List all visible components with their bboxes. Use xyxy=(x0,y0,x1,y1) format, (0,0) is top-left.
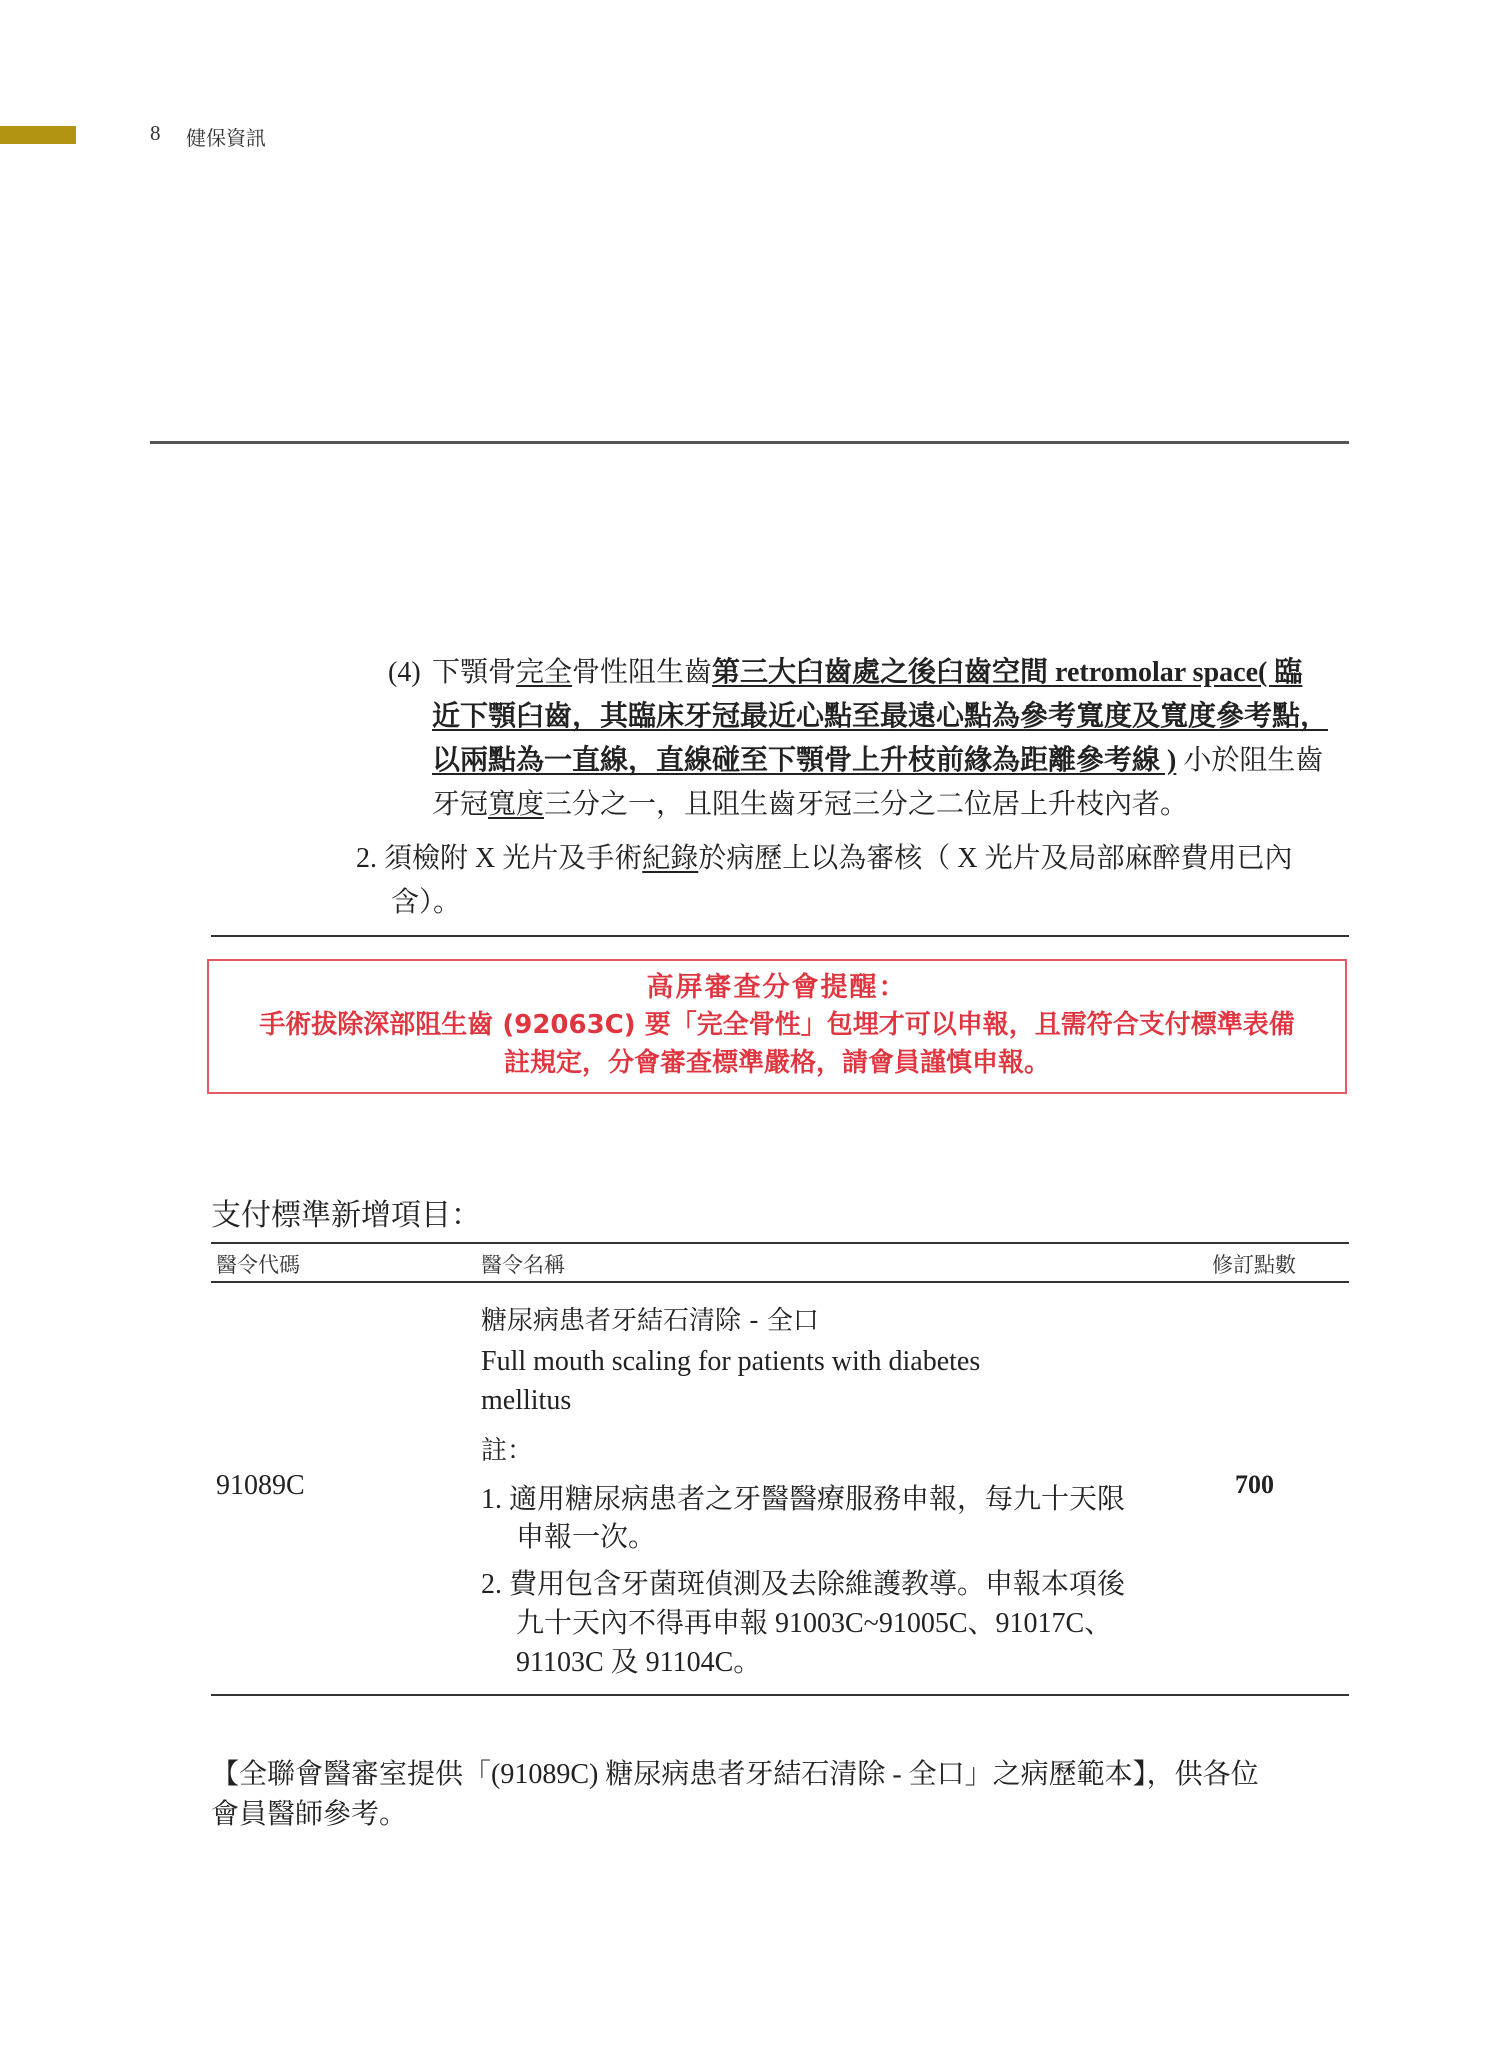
reminder-line-1: 手術拔除深部阻生齒 (92063C) 要「完全骨性」包埋才可以申報，且需符合支付標準表備 xyxy=(259,1010,1295,1040)
running-title: 健保資訊 xyxy=(186,126,266,150)
column-header-name: 醫令名稱 xyxy=(481,1253,565,1277)
table-top-rule xyxy=(211,1242,1349,1244)
table-cell-note2-line1: 2. 費用包含牙菌斑偵測及去除維護教導。申報本項後 xyxy=(481,1569,1126,1600)
table-cell-name-en-1: Full mouth scaling for patients with diabetes xyxy=(481,1346,981,1377)
item-number: (4) xyxy=(388,657,421,688)
table-cell-name-en-2: mellitus xyxy=(481,1385,572,1416)
table-bottom-rule xyxy=(211,1694,1349,1696)
item4-line-1: 下顎骨完全骨性阻生齒第三大臼齒處之後臼齒空間 retromolar space( 臨 xyxy=(432,657,1303,688)
reminder-line-2: 註規定，分會審查標準嚴格，請會員謹慎申報。 xyxy=(503,1048,1050,1078)
table-cell-note2-line2: 九十天內不得再申報 91003C~91005C、91017C、 xyxy=(516,1608,1113,1639)
table-cell-note2-line3: 91103C 及 91104C。 xyxy=(516,1647,762,1678)
table-header-rule xyxy=(211,1281,1349,1283)
reminder-title: 高屏審查分會提醒： xyxy=(646,972,908,1003)
column-header-points: 修訂點數 xyxy=(1212,1253,1296,1277)
table-cell-code: 91089C xyxy=(216,1470,305,1501)
item2-line-2: 含）。 xyxy=(391,887,462,918)
item2-line-1: 2. 須檢附 X 光片及手術紀錄於病歷上以為審核（ X 光片及局部麻醉費用已內 xyxy=(356,843,1293,874)
top-divider xyxy=(150,441,1349,444)
column-header-code: 醫令代碼 xyxy=(216,1253,300,1277)
table-cell-note-label: 註： xyxy=(481,1436,534,1466)
closing-line-1: 【全聯會醫審室提供「(91089C) 糖尿病患者牙結石清除 - 全口」之病歷範本】，供各位 xyxy=(211,1759,1259,1790)
item4-line-4: 牙冠寬度三分之一，且阻生齒牙冠三分之二位居上升枝內者。 xyxy=(432,789,1189,820)
section-title: 支付標準新增項目： xyxy=(211,1198,481,1233)
table-cell-note1-line1: 1. 適用糖尿病患者之牙醫醫療服務申報，每九十天限 xyxy=(481,1484,1126,1515)
item4-line-3: 以兩點為一直線，直線碰至下顎骨上升枝前緣為距離參考線 ) 小於阻生齒 xyxy=(432,745,1324,776)
closing-line-2: 會員醫師參考。 xyxy=(211,1799,408,1830)
review-reminder-box xyxy=(207,959,1347,1094)
table-cell-points: 700 xyxy=(1235,1470,1274,1499)
table-cell-name-zh: 糖尿病患者牙結石清除 - 全口 xyxy=(481,1306,819,1336)
item4-line-2: 近下顎臼齒，其臨床牙冠最近心點至最遠心點為參考寬度及寬度參考點， xyxy=(432,701,1329,732)
page-number: 8 xyxy=(150,121,161,145)
header-accent-bar xyxy=(0,126,76,144)
section-divider xyxy=(211,935,1349,937)
table-cell-note1-line2: 申報一次。 xyxy=(516,1522,657,1553)
